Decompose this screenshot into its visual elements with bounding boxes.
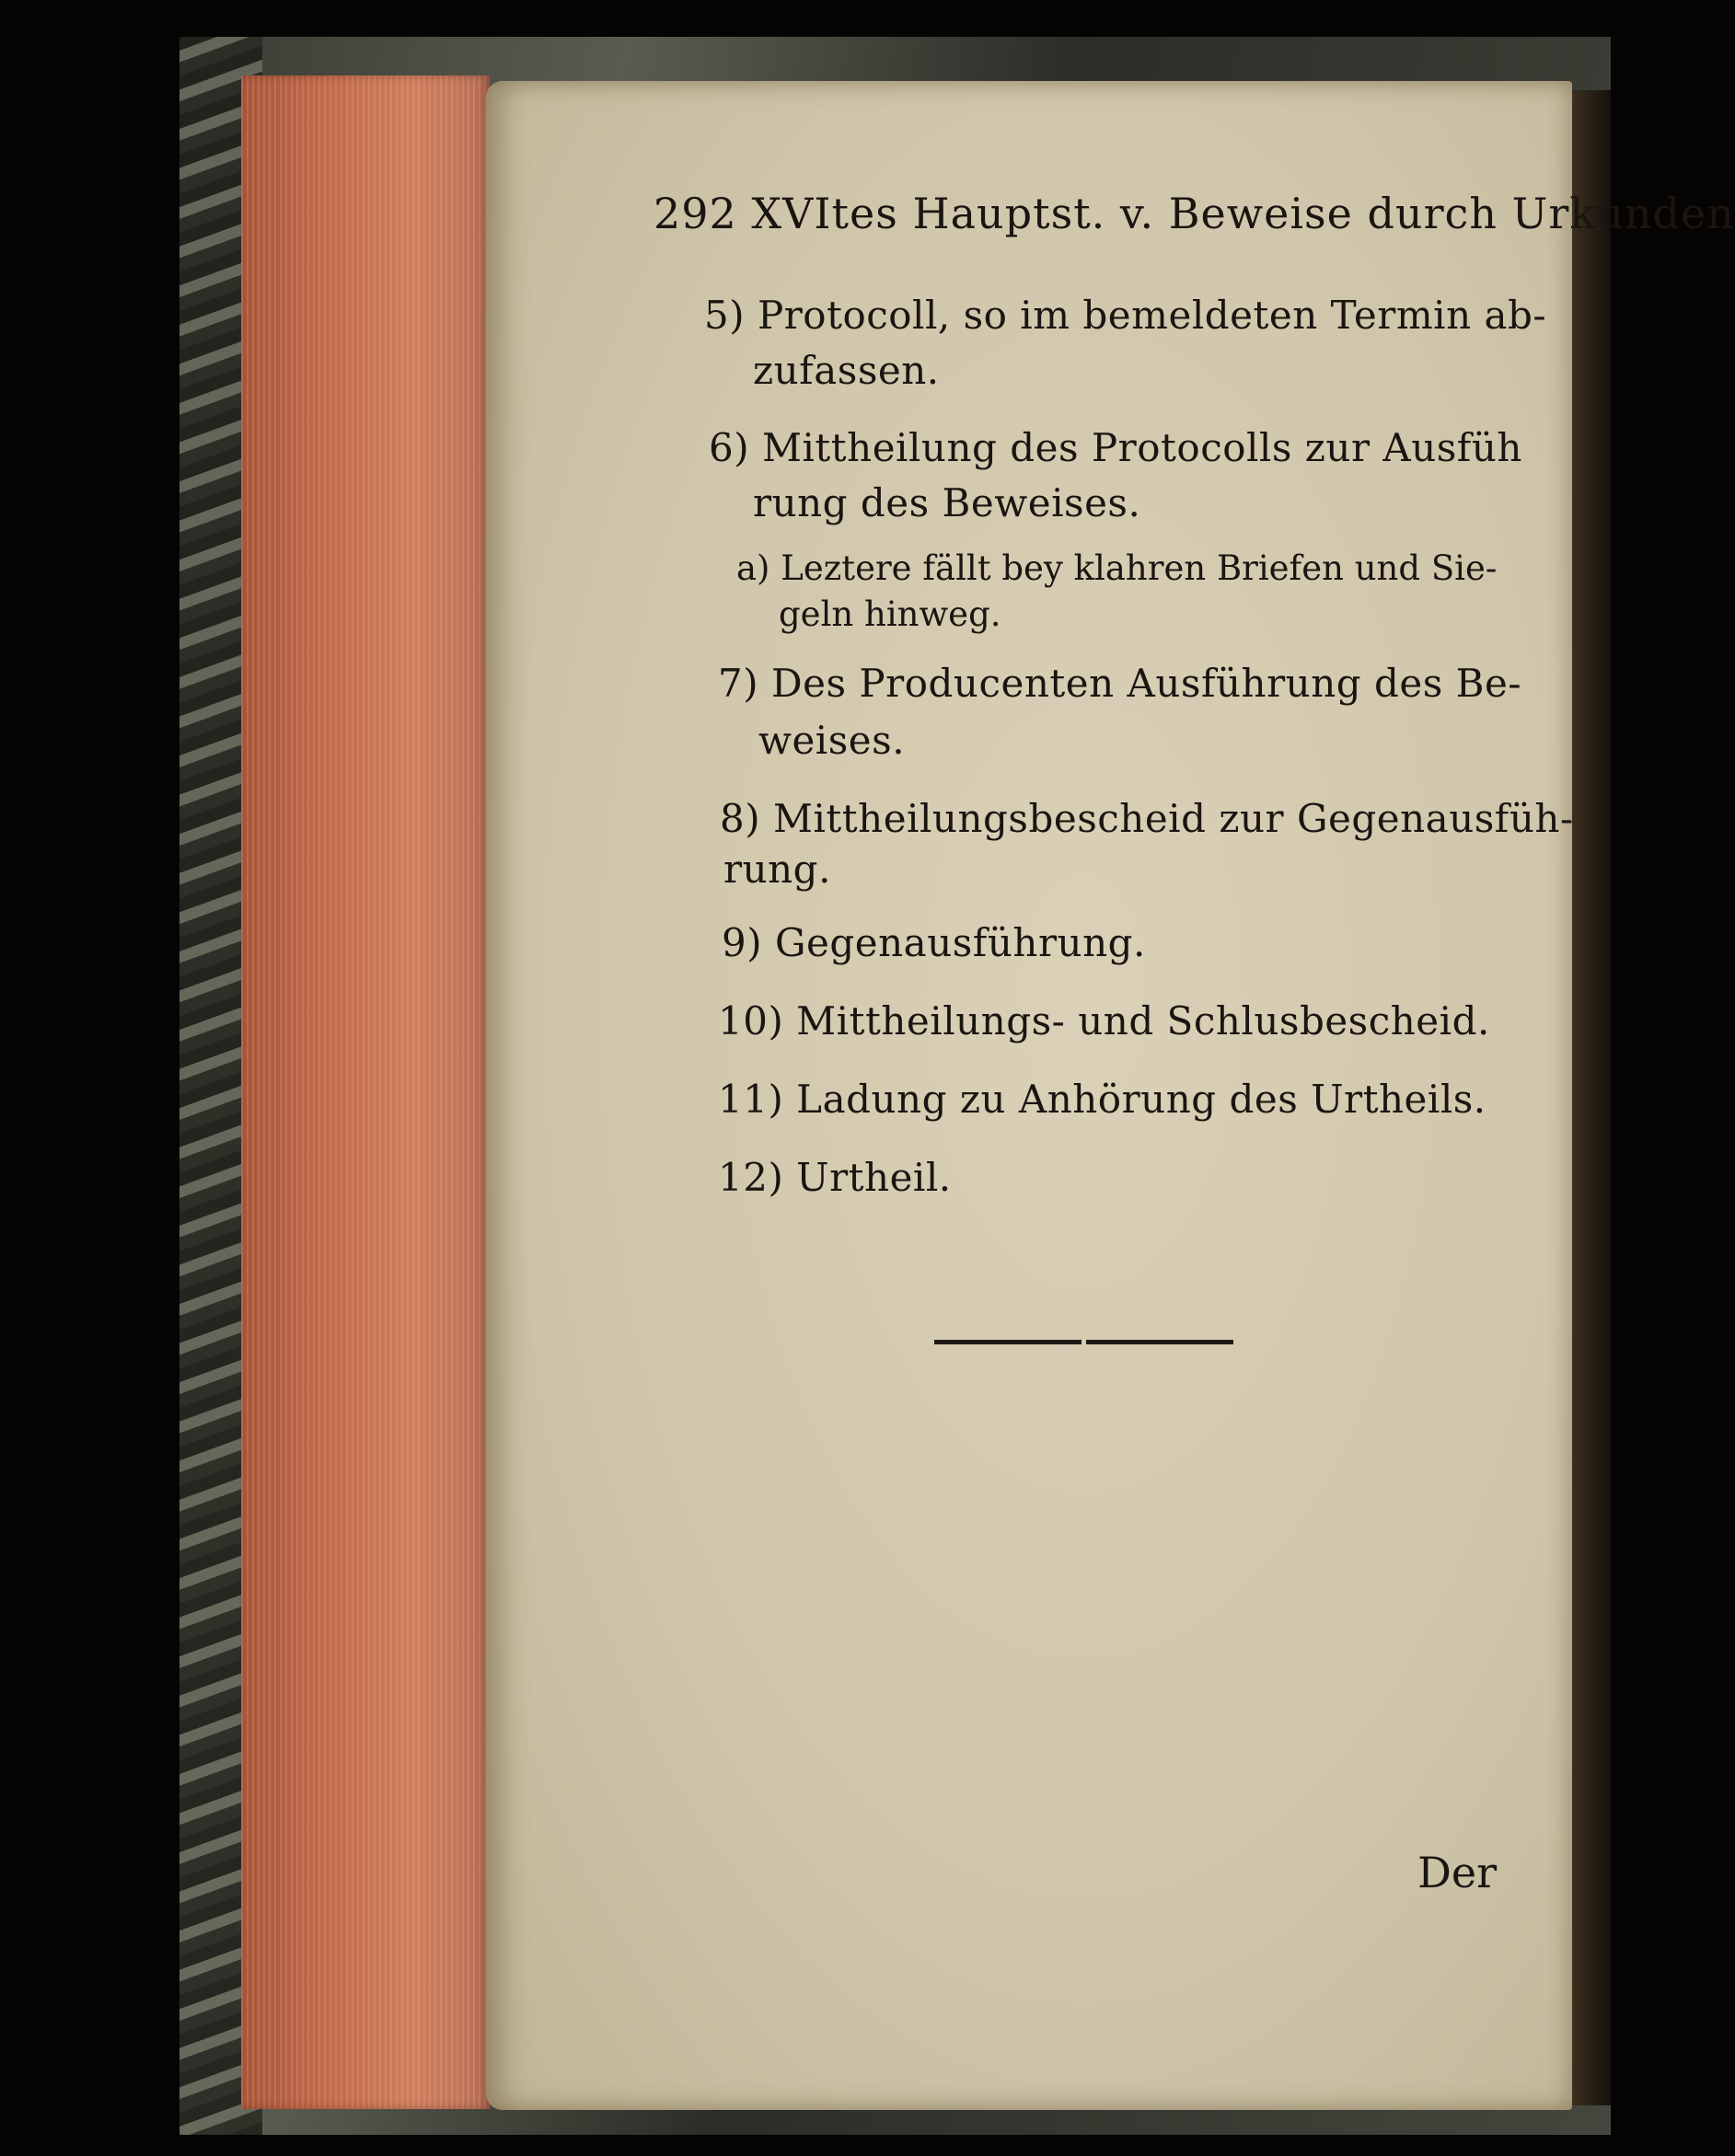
page-block-edges (241, 75, 490, 2109)
section-rule-left (934, 1340, 1081, 1344)
gutter-shadow (1572, 90, 1611, 2105)
entry-9: 9) Gegenausführung. (722, 920, 1146, 965)
entry-6a-line2: geln hinweg. (779, 594, 1001, 634)
running-header: 292 XVItes Hauptst. v. Beweise durch Urkunden (654, 189, 1735, 238)
entry-5-line1: 5) Protocoll, so im bemeldeten Termin ab- (704, 293, 1547, 338)
entry-7-line1: 7) Des Producenten Ausführung des Be- (718, 661, 1522, 706)
entry-10: 10) Mittheilungs- und Schlusbescheid. (718, 998, 1490, 1043)
entry-8-line1: 8) Mittheilungsbescheid zur Gegenausfüh- (720, 796, 1574, 841)
entry-6a-line1: a) Leztere fällt bey klahren Briefen und Sie- (736, 548, 1498, 588)
entry-7-line2: weises. (758, 718, 906, 763)
entry-6-line2: rung des Beweises. (753, 480, 1141, 525)
catchword: Der (1417, 1848, 1498, 1897)
section-rule-right (1086, 1340, 1233, 1344)
entry-12: 12) Urtheil. (718, 1155, 952, 1200)
entry-5-line2: zufassen. (753, 348, 940, 393)
entry-6-line1: 6) Mittheilung des Protocolls zur Ausfüh (709, 425, 1522, 470)
entry-8-line2: rung. (723, 847, 831, 892)
entry-11: 11) Ladung zu Anhörung des Urtheils. (718, 1077, 1486, 1122)
